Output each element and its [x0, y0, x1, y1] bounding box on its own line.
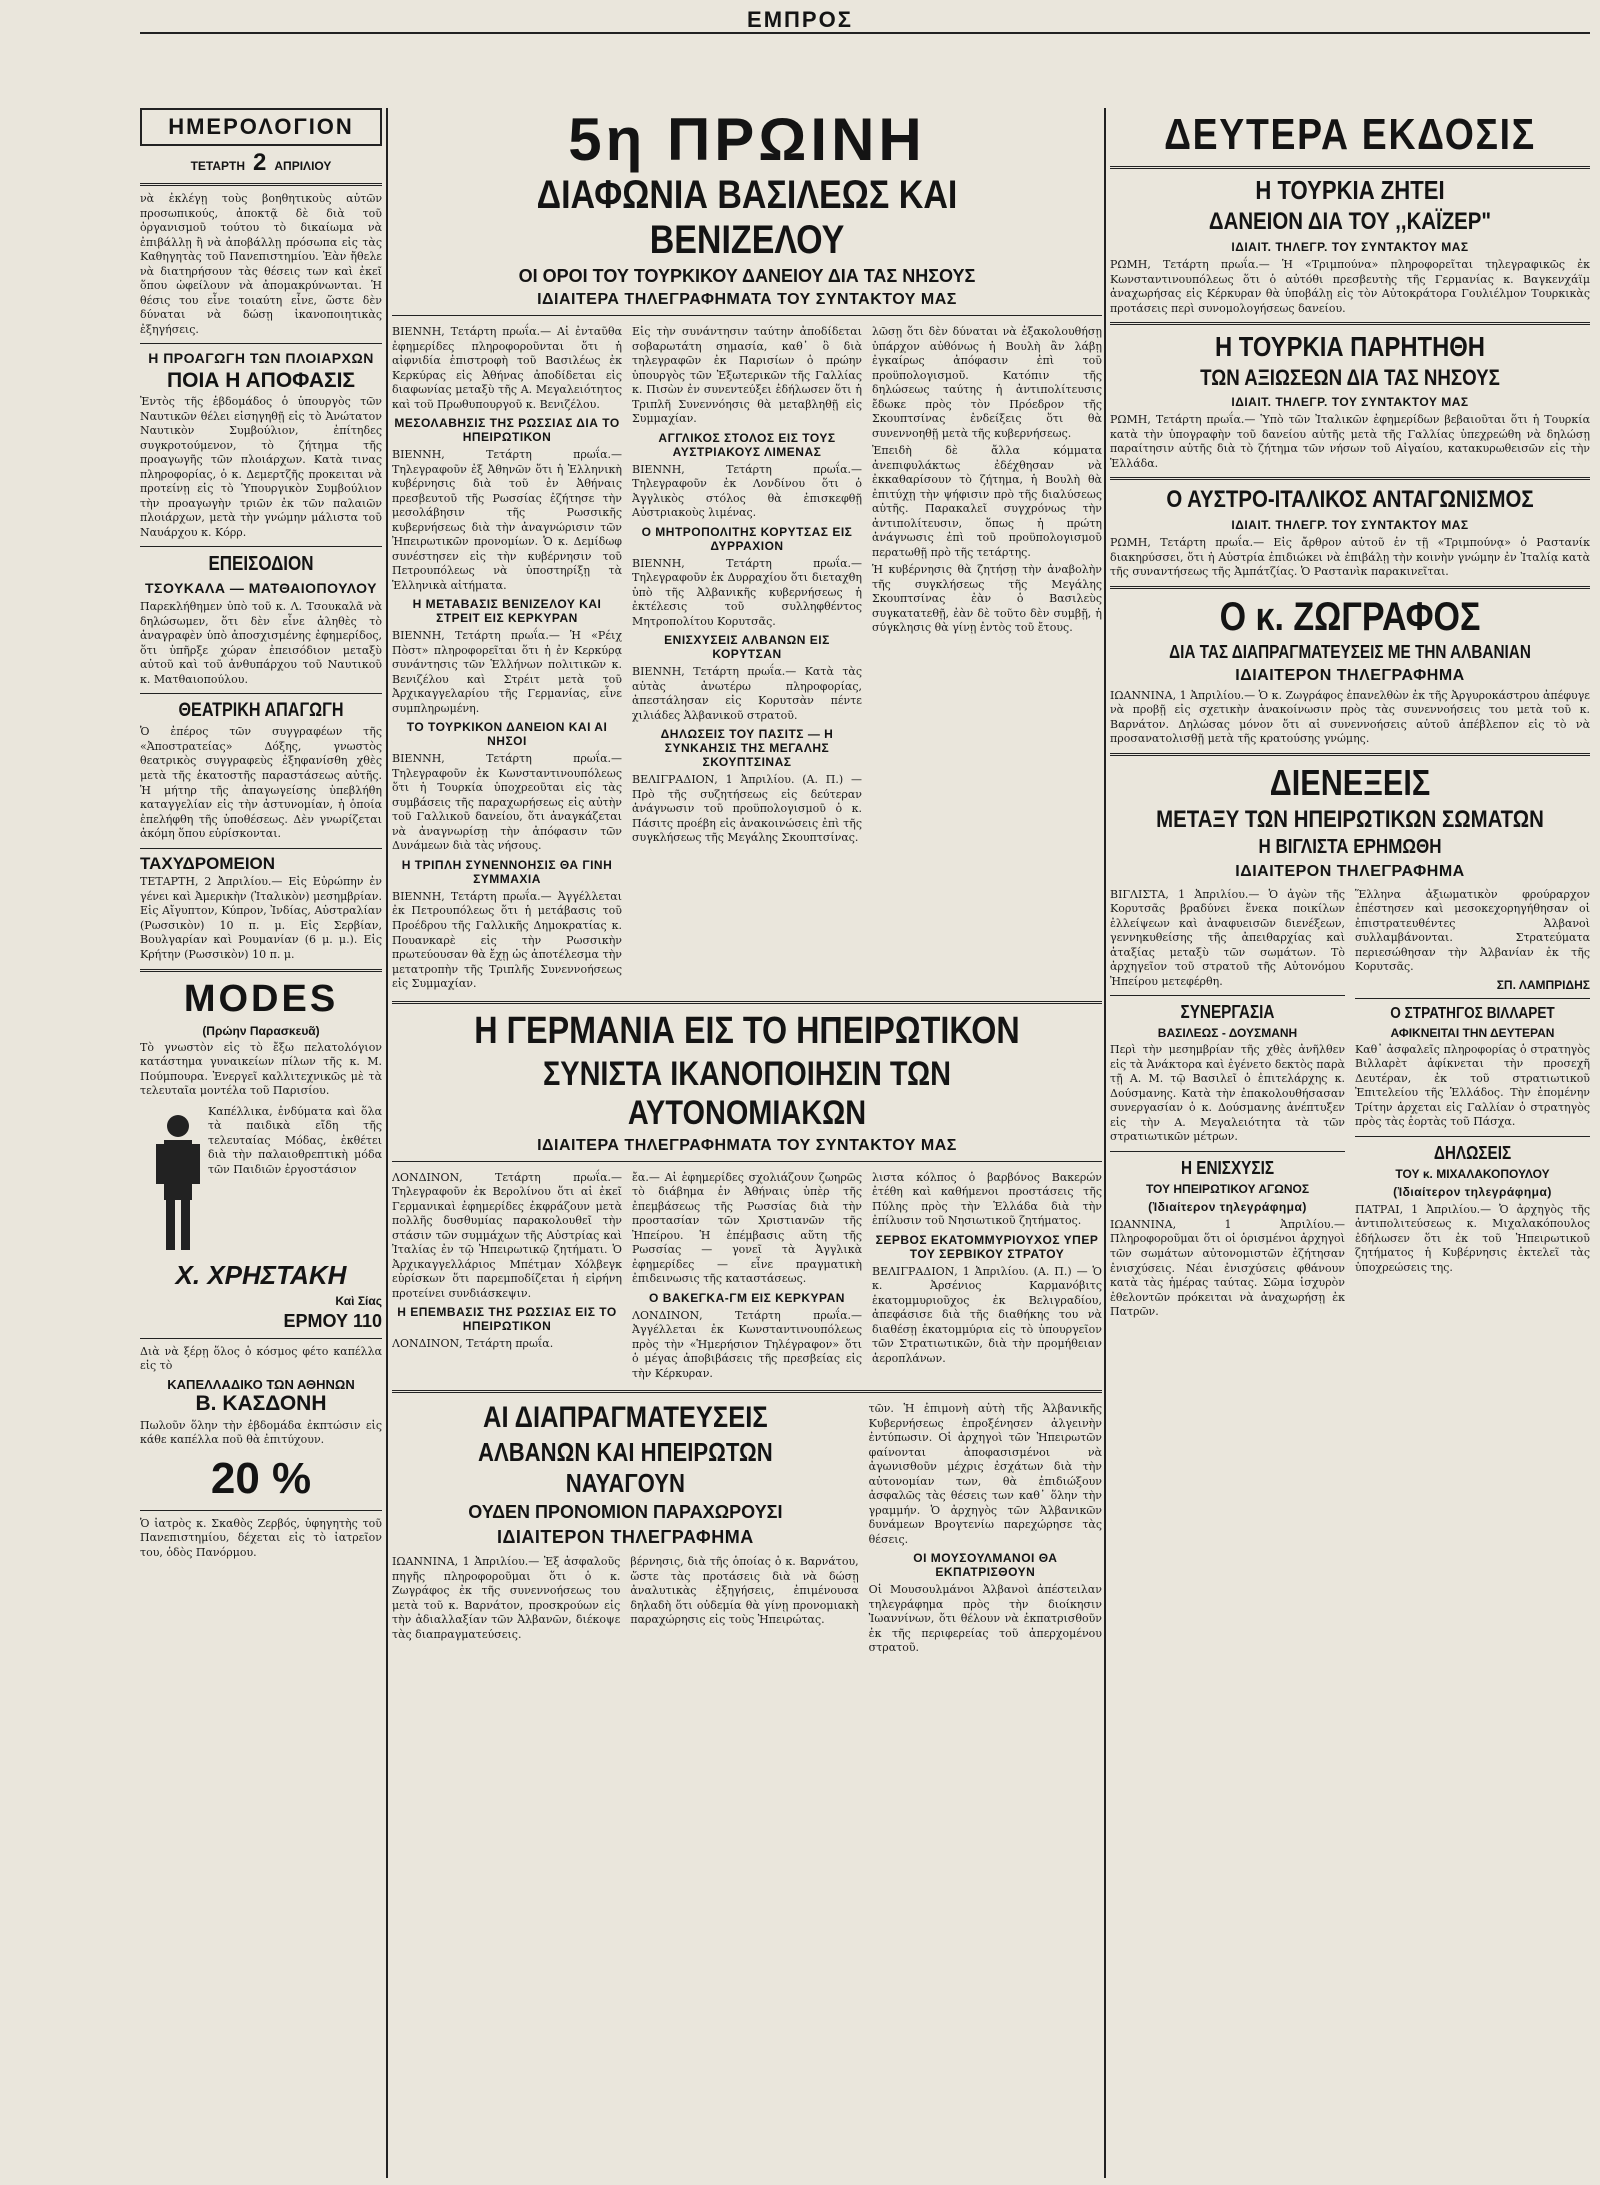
ad-text: Πωλοῦν ὅλην τὴν ἐβδομάδα ἐκπτώσιν εἰς κάθε καπέλλα ποῦ θὰ ἐπιτύχουν. [140, 1418, 382, 1447]
article-text: ΙΩΑΝΝΙΝΑ, 1 Ἀπριλίου.— Ἐξ ἀσφαλοῦς πηγῆς πληροφοροῦμαι ὅτι ὁ κ. Ζωγράφος ἐκ τῆς συνεννοήσεως του μετὰ τοῦ κ. Βαρνάτον, προσκρούων εἰς τὴν ἀδιαλλαξίαν τῶν Ἀλβανῶν, διέκοψε τὰς διαπραγματεύσεις. [392, 1555, 621, 1641]
article-column [1110, 885, 1345, 1323]
telegram-label: ΙΔΙΑΙΤ. ΤΗΛΕΓΡ. ΤΟΥ ΣΥΝΤΑΚΤΟΥ ΜΑΣ [1231, 395, 1469, 410]
article-text: Ὁ ἐπέρος τῶν συγγραφέων τῆς «Ἀποστρατείας» Δόξης, γνωστὸς θεατρικὸς συγγραφεὺς ἐξηφανίσθη χθὲς μετὰ τῆς ἑκατοστῆς παραστάσεως αὐτῆς. Ἡ μήτηρ τῆς ἀπαγωγείσης ὑπεβλήθη καταγγελίαν εἰς τὴν ἀστυνομίαν, ἡ ὁποία ἐπελήφθη τῆς ὑποθέσεως. Δὲν γνωρίζεται ἀκόμη ὅπου εὑρίσκονται. [140, 725, 382, 841]
section-headline: Η ΤΟΥΡΚΙΑ ΖΗΤΕΙ [1255, 175, 1445, 205]
article-text: ΒΕΛΙΓΡΑΔΙΟΝ, 1 Ἀπριλίου. (Α. Π.) — Πρὸ τῆς συζητήσεως εἰς δεύτεραν ἀνάγνωσιν τοῦ προϋπολογισμοῦ ὁ κ. Πάσιτς προέβη εἰς ἀνακοινώσεις ἐπὶ τῆς συγκλήσεως τῆς Μεγάλης Σκουπτσίνας. [632, 773, 862, 845]
divider [1110, 322, 1590, 325]
section-subhead: Η ΒΙΓΛΙΣΤΑ ΕΡΗΜΩΘΗ [1258, 835, 1442, 858]
discount-percentage: 20 % [210, 1453, 312, 1503]
article-text: ΡΩΜΗ, Τετάρτη πρωΐα.— Ἡ «Τριμπούνα» πληροφορεῖται τηλεγραφικῶς ἐκ Κωνσταντινουπόλεως ὅτι ὁ αὐτόθι πρεσβευτὴς τῆς Γερμανίας κ. Βαγκενχάϊμ ἀναχωρήσας εἰς Κέρκυραν θὰ ὑποβάλῃ εἰς τὸν Αὐτοκράτορα Γουλιέλμον Τουρκικὰς προτάσεις περὶ συνομολογήσεως δανείου. [1110, 258, 1590, 315]
ad-name: Χ. ΧΡΗΣΤΑΚΗ [175, 1259, 347, 1290]
section-subheadline: ΜΕΤΑΞΥ ΤΩΝ ΗΠΕΙΡΩΤΙΚΩΝ ΣΩΜΑΤΩΝ [1156, 805, 1544, 833]
article-column [392, 1168, 622, 1385]
section-subhead: ΤΣΟΥΚΑΛΑ — ΜΑΤΘΑΙΟΠΟΥΛΟΥ [144, 580, 378, 597]
article-text: Καθ᾽ ἀσφαλεῖς πληροφορίας ὁ στρατηγὸς Βιλλαρὲτ ἀφίκνεται τὴν προσεχῆ Δευτέραν, ἐκ τοῦ στρατιωτικοῦ Ἐπιτελείου τῆς Ἑλλάδος. Τὴν ἐπομένην Τρίτην ἀρχεται εἰς Γαλλίαν ὁ στρατηγὸς πρὸς τὰς ἑορτὰς τοῦ Πάσχα. [1355, 1042, 1590, 1129]
column-divider [1104, 108, 1106, 2178]
article-text: Ἡ κυβέρνησις θὰ ζητήσῃ τὴν ἀναβολὴν τῆς συγκλήσεως τῆς Μεγάλης Σκουπτσίνας ἐὰν ὁ Βασιλεὺς συγκατατεθῇ, ἐὰν δὲ τοῦτο δὲν συμβῇ, ἡ σύγκλησις θὰ γίνῃ ἐντὸς τοῦ ἔτους. [872, 563, 1102, 635]
right-column [1110, 108, 1590, 2178]
article-head: Η ΕΠΕΜΒΑΣΙΣ ΤΗΣ ΡΩΣΣΙΑΣ ΕΙΣ ΤΟ ΗΠΕΙΡΩΤΙΚΟΝ [397, 1305, 617, 1334]
child-figure-illustration [148, 1106, 208, 1256]
article-text: ΒΕΛΙΓΡΑΔΙΟΝ, 1 Ἀπριλίου. (Α. Π.) — Ὁ κ. Ἀρσένιος Καρμανόβιτς ἑκατομμυριοῦχος ἐκ Βελιγραδίου, ἀπεφάσισε διὰ τῆς διαθήκης του νὰ διαθέσῃ ἑκατομμύρια εἰς τὸ ὑπουργεῖον τῶν Στρατιωτικῶν, διὰ τὴν προμήθειαν ἀεροπλάνων. [872, 1264, 1102, 1365]
divider [1110, 166, 1590, 169]
section-subheadline: ΤΩΝ ΑΞΙΩΣΕΩΝ ΔΙΑ ΤΑΣ ΝΗΣΟΥΣ [1200, 365, 1500, 391]
article-text: ΛΟΝΔΙΝΟΝ, Τετάρτη πρωΐα. [392, 1337, 554, 1351]
ad-address: ΕΡΜΟΥ 110 [283, 1310, 382, 1331]
article-column [632, 322, 862, 995]
divider [140, 1338, 382, 1339]
ad-subtitle: (Πρώην Παρασκευᾶ) [202, 1023, 320, 1038]
ad-title: ΚΑΠΕΛΛΑΔΙΚΟ ΤΩΝ ΑΘΗΝΩΝ [167, 1376, 355, 1392]
section-headline: Η ΓΕΡΜΑΝΙΑ ΕΙΣ ΤΟ ΗΠΕΙΡΩΤΙΚΟΝ [474, 1009, 1020, 1052]
article-head: Ο ΒΑΚΕΓΚΑ-ΓΜ ΕΙΣ ΚΕΡΚΥΡΑΝ [649, 1290, 845, 1305]
section-subhead: ΑΦΙΚΝΕΙΤΑΙ ΤΗΝ ΔΕΥΤΕΡΑΝ [1390, 1025, 1555, 1040]
section-headline: Ο ΑΥΣΤΡΟ-ΙΤΑΛΙΚΟΣ ΑΝΤΑΓΩΝΙΣΜΟΣ [1166, 486, 1534, 514]
divider [140, 969, 382, 972]
telegram-label: ΙΔΙΑΙΤ. ΤΗΛΕΓΡ. ΤΟΥ ΣΥΝΤΑΚΤΟΥ ΜΑΣ [1231, 240, 1469, 254]
article-text: τῶν. Ἡ ἐπιμονὴ αὐτὴ τῆς Ἀλβανικῆς Κυβερνήσεως ἐπροξένησεν ἀλγεινὴν ἐντύπωσιν. Οἱ ἀρχηγοὶ τῶν Ἠπειρωτῶν φαίνονται ἀποφασισμένοι νὰ ἀγωνισθοῦν μέχρις ἐσχάτων διὰ τὴν αὐτονομίαν των, θὰ ἐπιδιώξουν ἀσφαλῶς τὰς θέσεις των καθ᾽ ὅλην τὴν γραμμήν. Ὁ ἀρχηγὸς τῶν Ἀλβανικῶν δυνάμεων Βρογτενίω παρεχώρησε τὰς θέσεις. [868, 1402, 1102, 1546]
article-text: ΙΩΑΝΝΙΝΑ, 1 Ἀπριλίου.— Ὁ κ. Ζωγράφος ἐπανελθὼν ἐκ τῆς Ἀργυροκάστρου ἀπέφυγε νὰ προβῇ εἰς σχετικὴν ἀνακοίνωσιν πρὸς τὰς συνεννοήσεις του μετὰ τοῦ κ. Βαρνάτον. Δηλώσας μόνον ὅτι αἱ συνεννοήσεις αὐτοῦ ἀπέβλεπον εἰς τὸ νὰ προσανατολισθῇ μετὰ τῆς κρατούσης γνώμης. [1110, 688, 1590, 746]
ad-block [140, 1102, 382, 1260]
ad-name: Β. ΚΑΣΔΟΝΗ [195, 1391, 327, 1415]
calendar-title: ΗΜΕΡΟΛΟΓΙΟΝ [140, 108, 382, 146]
article-column [630, 1552, 858, 1645]
left-column [140, 108, 382, 2178]
article-head: ΟΙ ΜΟΥΣΟΥΛΜΑΝΟΙ ΘΑ ΕΚΠΑΤΡΙΣΘΟΥΝ [913, 1551, 1058, 1580]
section-headline: Ο κ. ΖΩΓΡΑΦΟΣ [1219, 594, 1481, 639]
telegram-label: (Ἰδιαίτερον τηλεγράφημα) [1148, 1199, 1307, 1214]
section-headline: Ο ΣΤΡΑΤΗΓΟΣ ΒΙΛΛΑΡΕΤ [1390, 1004, 1555, 1022]
article-columns [392, 1552, 859, 1645]
article-text: ΒΙΕΝΝΗ, Τετάρτη πρωΐα.— Ἡ «Ρέιχ Πὸστ» πληροφορεῖται ὅτι ἡ ἐν Κερκύρᾳ συνάντησις τῶν Ἑλλήνων πολιτικῶν κ. Βενιζέλου καὶ Στρέιτ μετὰ τοῦ Ἀρχικαγγελαρίου τῆς Γερμανίας, εἶνε συμπληρωμένη. [392, 629, 622, 715]
main-headline: ΔΙΑΦΩΝΙΑ ΒΑΣΙΛΕΩΣ ΚΑΙ ΒΕΝΙΖΕΛΟΥ [536, 173, 958, 262]
article-text: Περὶ τὴν μεσημβρίαν τῆς χθὲς ἀνῆλθεν εἰς τὰ Ἀνάκτορα καὶ ἐγένετο δεκτὸς παρὰ τῇ Α. Μ. τῷ Βασιλεῖ ὁ ἐπιτελάρχης κ. Δούσμανης. Κατὰ τὴν ἐπακολουθήσασαν συνεργασίαν ὁ κ. Δούσμανης ἀνέπτυξεν εἰς τὴν Α. Μεγαλειότητα τὰ τῶν στρατιωτικῶν μέτρων. [1110, 1043, 1345, 1144]
article-head: ΑΓΓΛΙΚΟΣ ΣΤΟΛΟΣ ΕΙΣ ΤΟΥΣ ΑΥΣΤΡΙΑΚΟΥΣ ΛΙΜΕΝΑΣ [658, 430, 836, 459]
divider [392, 1390, 1102, 1393]
article-head: Ο ΜΗΤΡΟΠΟΛΙΤΗΣ ΚΟΡΥΤΣΑΣ ΕΙΣ ΔΥΡΡΑΧΙΟΝ [641, 524, 853, 553]
article-text: Ἐπειδὴ δὲ ἄλλα κόμματα ἀνεπιφυλάκτως ἐδέχθησαν νὰ ἐκκαθαρίσουν τὸ ζήτημα, ἡ Βουλὴ θὰ ἐπιτύχῃ τὴν ψήφισιν πρὸ τῆς διαλύσεως αὐτῆς. Παρακαλεῖ συγχρόνως τὴν ἀντιπολίτευσιν, ὅπως ἡ πρώτη ἀνάγνωσις ἐπὶ τοῦ προϋπολογισμοῦ περατωθῇ πρὸ τῆς τετάρτης. [872, 444, 1102, 559]
section-subhead: ΒΑΣΙΛΕΩΣ - ΔΟΥΣΜΑΝΗ [1157, 1026, 1298, 1041]
section-subheadline: ΣΥΝΙΣΤΑ ΙΚΑΝΟΠΟΙΗΣΙΝ ΤΩΝ ΑΥΤΟΝΟΜΙΑΚΩΝ [542, 1054, 952, 1132]
article-columns [1110, 885, 1590, 1323]
telegram-label: ΙΔΙΑΙΤΕΡΑ ΤΗΛΕΓΡΑΦΗΜΑΤΑ ΤΟΥ ΣΥΝΤΑΚΤΟΥ ΜΑΣ [537, 291, 957, 308]
section-headline: ΑΙ ΔΙΑΠΡΑΓΜΑΤΕΥΣΕΙΣ [483, 1401, 768, 1435]
telegram-label: ΙΔΙΑΙΤ. ΤΗΛΕΓΡ. ΤΟΥ ΣΥΝΤΑΚΤΟΥ ΜΑΣ [1231, 518, 1469, 533]
calendar-date [140, 149, 382, 177]
article-text: ΒΙΕΝΝΗ, Τετάρτη πρωΐα.— Κατὰ τὰς αὐτὰς ἀνωτέρω πληροφορίας, ἀπεστάλησαν εἰς Κορυτσὰν πέντε χιλιάδες Ἀλβανικοῦ στρατοῦ. [632, 665, 862, 722]
ad-text: Καπέλλικα, ἐνδύματα καὶ ὅλα τὰ παιδικὰ εἴδη τῆς τελευταίας Μόδας, ἐκθέτει διὰ τὴν παλαιοθρεπτικὴ μόδα τῶν Παιδιῶν ἐργοστάσιον [208, 1104, 382, 1176]
article-text: Ἐντὸς τῆς ἑβδομάδος ὁ ὑπουργὸς τῶν Ναυτικῶν θέλει εἰσηγηθῇ εἰς τὸ Ἀνώτατον Ναυτικὸν Συμβούλιον, ἐπίτηδες συγκροτούμενον, τὸ ζήτημα τῆς προαγωγῆς τῶν πλοιάρχων. Κατὰ τινας πληροφορίας, ὁ κ. Δεμερτζῆς προκειται νὰ προτείνῃ εἰς τὸ Ὑπουργικὸν Συμβούλιον τὴν προαγωγὴν τριῶν ἐκ τῶν παλαιῶν πλοιάρχων, μετὰ τὴν γνώμην μάλιστα τοῦ Ναυάρχου κ. Κόρρ. [140, 395, 382, 539]
telegram-label: ΙΔΙΑΙΤΕΡΟΝ ΤΗΛΕΓΡΑΦΗΜΑ [1235, 862, 1465, 880]
divider [140, 848, 382, 849]
divider [140, 183, 382, 186]
article-text: ΡΩΜΗ, Τετάρτη πρωΐα.— Ὑπὸ τῶν Ἰταλικῶν ἐφημερίδων βεβαιοῦται ὅτι ἡ Τουρκία κατὰ τὴν ὑπογραφὴν τοῦ δανείου αὐτῆς μετὰ τῆς Γαλλίας ὑπεχρεώθη νὰ δηλώσῃ παραίτησιν αὐτῆς διὰ τὸ ζήτημα τῶν νήσων τοῦ Αἰγαίου, κατακυρωθεισῶν εἰς τὴν Ἑλλάδα. [1110, 413, 1590, 470]
byline: ΣΠ. ΛΑΜΠΡΙΔΗΣ [1496, 977, 1590, 992]
article-column [1355, 885, 1590, 1323]
section-headline: ΣΥΝΕΡΓΑΣΙΑ [1180, 1002, 1275, 1023]
section-headline: ΔΙΕΝΕΞΕΙΣ [1269, 761, 1431, 803]
article-text: Εἰς τὴν συνάντησιν ταύτην ἀποδίδεται σοβαρωτάτη σημασία, καθ᾽ ὃ διὰ τηλεγραφῶν ἐκ Παρισίων ὁ πρώην ὑπουργὸς τῶν Ἐξωτερικῶν τῆς Γαλλίας κ. Πισὼν ἐν συνεντεύξει ἐδήλωσεν ὅτι ἡ Τριπλῆ Συνεννόησις θὰ μεταβληθῇ εἰς Συμμαχίαν. [632, 325, 862, 426]
ad-text: Διὰ νὰ ξέρῃ ὅλος ὁ κόσμος φέτο καπέλλα εἰς τὸ [140, 1344, 382, 1373]
divider [140, 546, 382, 547]
telegram-label: (Ἰδιαίτερον τηλεγράφημα) [1393, 1184, 1552, 1199]
masthead-rule [140, 32, 1590, 34]
article-text: ΠΑΤΡΑΙ, 1 Ἀπριλίου.— Ὁ ἀρχηγὸς τῆς ἀντιπολιτεύσεως κ. Μιχαλακόπουλος ἐδήλωσεν ὅτι ἐκ τοῦ Ἠπειρωτικοῦ ζητήματος ἡ Κυβέρνησις ἐκτελεῖ τὰς ὑποχρεώσεις της. [1355, 1202, 1590, 1274]
divider [1110, 586, 1590, 589]
article-column [872, 1168, 1102, 1385]
date-number: 2 [253, 149, 267, 176]
article-text: Ἕλληνα ἀξιωματικὸν φρούραρχον ἐπέστησεν καὶ μεσοκεχορηγήθησαν οἱ ἐπιστρατευθέντες Ἀλβανοὶ συλλαμβάνονται. Στρατεύματα περιεσώθησαν τὴν Ἀλβανίαν ἐκ τῆς Κορυτσᾶς. [1355, 887, 1590, 974]
date-day: ΤΕΤΑΡΤΗ [190, 159, 246, 173]
section-subheadline: ΑΛΒΑΝΩΝ ΚΑΙ ΗΠΕΙΡΩΤΩΝ ΝΑΥΑΓΟΥΝ [478, 1437, 773, 1499]
divider [140, 1510, 382, 1511]
article-text: ΛΟΝΔΙΝΟΝ, Τετάρτη πρωΐα.— Τηλεγραφοῦν ἐκ Βερολίνου ὅτι αἱ ἐκεῖ Γερμανικαὶ ἐφημερίδες ἐκφράζουν μετὰ πολλῆς δυσθυμίας παρακολουθεῖ τὴν στάσιν τῶν συμμάχων τῆς Αὐστρίας καὶ Ἰταλίας ἐν τῷ Ἠπειρωτικῷ ζητήματι. Ὁ Ἀρχικαγγελλάριος Μπέτμαν Χόλβεγκ εὑρίσκων ὅτι παρεμποδίζεται ἡ εἰρήνη προτείνει συνδιάσκεψιν. [392, 1170, 622, 1300]
article-text: Οἱ Μουσουλμάνοι Ἀλβανοὶ ἀπέστειλαν τηλεγράφημα πρὸς τὴν διοίκησιν Ἰωαννίνων, ὅτι θέλουν νὰ ἐκπατρισθοῦν ἐκ τῆς περιφερείας τοῦ ἀπερχομένου στρατοῦ. [868, 1583, 1102, 1655]
calendar-text: νὰ ἐκλέγῃ τοὺς βοηθητικοὺς αὐτῶν προσωπικούς, ἀποκτᾷ δὲ διὰ τοῦ ὀργανισμοῦ τούτου τὸ δικαίωμα νὰ ἐπιβάλλῃ ἢ νὰ ἀποβάλλῃ πρόσωπα εἰς τὰς Καθηγητὰς τοῦ Πανεπιστημίου. Ἐὰν ἤθελε νὰ διατηρήσουν τὰς θέσεις των καὶ ἐκεῖ ὅπου ὠφείλουν νὰ ἀπομακρύνωνται. Ἡ θέσις του εἶνε τοιαύτη εἶνε, ὥστε δὲν δύναται νὰ δώσῃ ἱκανοποιητικὰς ἐξηγήσεις. [140, 192, 382, 336]
article-column [869, 1399, 1102, 1659]
article-text: ΙΩΑΝΝΙΝΑ, 1 Ἀπριλίου.— Πληροφοροῦμαι ὅτι οἱ ὁρισμένοι ἀρχηγοὶ τῶν σωμάτων αὐτονομιστῶν ἐζήτησαν ἐνισχύσεις. Νέαι ἐνισχύσεις φθάνουν κατὰ τὰς ἡμέρας ταύτας. Σῶμα ἰσχυρὸν ἐθελοντῶν πρόκειται νὰ ἀναχωρήσῃ ἐκ Πατρῶν. [1110, 1217, 1345, 1319]
section-subhead: ΤΟΥ ΗΠΕΙΡΩΤΙΚΟΥ ΑΓΩΝΟΣ [1145, 1181, 1310, 1196]
article-text: ΡΩΜΗ, Τετάρτη πρωΐα.— Εἰς ἄρθρον αὐτοῦ ἐν τῇ «Τριμπούνᾳ» ὁ Ραστανίκ διακηρύσσει, ὅτι ἡ Αὐστρία ἐπιδιώκει νὰ ἐπιβάλῃ τὴν κοινὴν γνώμην ἐν Ἰταλίᾳ κατὰ τῆς συναντήσεως τῆς Ἀμπάτζίας. Ὁ Ραστανὶκ παρακινεῖται. [1110, 536, 1590, 579]
article-columns [392, 1168, 1102, 1385]
section-headline: ΔΗΛΩΣΕΙΣ [1433, 1142, 1512, 1163]
article-head: ΤΟ ΤΟΥΡΚΙΚΟΝ ΔΑΝΕΙΟΝ ΚΑΙ ΑΙ ΝΗΣΟΙ [406, 720, 608, 749]
article-head: Η ΤΡΙΠΛΗ ΣΥΝΕΝΝΟΗΣΙΣ ΘΑ ΓΙΝΗ ΣΥΜΜΑΧΙΑ [401, 857, 613, 886]
ad-company: Καὶ Σίας [335, 1293, 382, 1308]
article-text: ἔα.— Αἱ ἐφημερίδες σχολιάζουν ζωηρῶς τὸ διάβημα ἐν Ἀθήναις ὑπὲρ τῆς ἐπεμβάσεως τῆς Ρωσσίας διὰ τὴν προστασίαν τῶν Χριστιανῶν τῆς Ἠπείρου. Ἡ ἐπέμβασις αὕτη τῆς Ρωσσίας — γονεῖ τὰ Ἀγγλικὰ ἐφημερίδες — εἶνε πραγματικὴ ἐπιδεινωσις τῆς καταστάσεως. [632, 1170, 862, 1286]
divider [1110, 477, 1590, 480]
article-column [392, 322, 622, 995]
article-head: ΕΝΙΣΧΥΣΕΙΣ ΑΛΒΑΝΩΝ ΕΙΣ ΚΟΡΥΤΣΑΝ [664, 633, 830, 662]
ad-text: Τὸ γνωστὸν εἰς τὸ ἔξω πελατολόγιον κατάστημα γυναικείων πίλων τῆς κ. Μ. Πούμπουρα. Ἐνεργεῖ καλλιτεχνικῶς μὲ τὰ τελευταῖα μοντέλα τοῦ Παρισίου. [140, 1040, 382, 1098]
section-label: Η ΠΡΟΑΓΩΓΗ ΤΩΝ ΠΛΟΙΑΡΧΩΝ [148, 350, 374, 367]
article-head: ΜΕΣΟΛΑΒΗΣΙΣ ΤΗΣ ΡΩΣΣΙΑΣ ΔΙΑ ΤΟ ΗΠΕΙΡΩΤΙΚΟΝ [394, 416, 620, 445]
section-subheadline: ΔΙΑ ΤΑΣ ΔΙΑΠΡΑΓΜΑΤΕΥΣΕΙΣ ΜΕ ΤΗΝ ΑΛΒΑΝΙΑΝ [1169, 641, 1531, 662]
article-column [632, 1168, 862, 1385]
article-text: Παρεκλήθημεν ὑπὸ τοῦ κ. Λ. Τσουκαλᾶ νὰ δηλώσωμεν, ὅτι δὲν εἶνε ἀληθὲς τὸ ἀναγραφὲν ὑπὸ ἀποσχισμένης ἐφημερίδος, ὅτι ὑπῆρξε χώραν ἐπεισόδιον μεταξὺ αὐτοῦ καὶ τοῦ ἀνθυπάρχου τοῦ Ναυτικοῦ κ. Ματθαιοπούλου. [140, 600, 382, 686]
ad-text: Ὁ ἰατρὸς κ. Σκαθὸς Ζερβός, ὑφηγητὴς τοῦ Πανεπιστημίου, δέχεται εἰς τὸ ἰατρεῖον του, ὁδὸς Πανόρμου. [140, 1516, 382, 1559]
article-text: ΒΙΓΛΙΣΤΑ, 1 Ἀπριλίου.— Ὁ ἀγὼν τῆς Κορυτσᾶς βραδύνει ἕνεκα ποικίλων ἐλλείψεων καὶ ἀναφυεισῶν διενέξεων, γεννηκυθείσης τῆς ἀπειθαρχίας καὶ ἀταξίας μεταξὺ τῶν σωμάτων. Τὸ ἀρχηγεῖον τοῦ στρατοῦ τῆς Αὐτονόμου Ἠπείρου μετεφέρθη. [1110, 887, 1345, 988]
section-headline: ΠΟΙΑ Η ΑΠΟΦΑΣΙΣ [166, 369, 356, 393]
divider [140, 343, 382, 344]
article-head: ΔΗΛΩΣΕΙΣ ΤΟΥ ΠΑΣΙΤΣ — Η ΣΥΝΚΑΗΣΙΣ ΤΗΣ ΜΕΓΑΛΗΣ ΣΚΟΥΠΤΣΙΝΑΣ [660, 727, 834, 770]
divider [140, 693, 382, 694]
article-head: Η ΜΕΤΑΒΑΣΙΣ ΒΕΝΙΖΕΛΟΥ ΚΑΙ ΣΤΡΕΙΤ ΕΙΣ ΚΕΡΚΥΡΑΝ [412, 597, 602, 626]
section-headline: Η ΕΝΙΣΧΥΣΙΣ [1180, 1157, 1275, 1178]
section-headline: Η ΤΟΥΡΚΙΑ ΠΑΡΗΤΗΘΗ [1215, 331, 1485, 363]
section-subhead: ΤΟΥ κ. ΜΙΧΑΛΑΚΟΠΟΥΛΟΥ [1395, 1166, 1550, 1181]
article-column [872, 322, 1102, 995]
divider [392, 1161, 1102, 1162]
second-edition-title: ΔΕΥΤΕΡΑ ΕΚΔΟΣΙΣ [1164, 110, 1536, 159]
article-column [392, 1552, 620, 1645]
column-divider [386, 108, 388, 2178]
telegram-label: ΙΔΙΑΙΤΕΡΑ ΤΗΛΕΓΡΑΦΗΜΑΤΑ ΤΟΥ ΣΥΝΤΑΚΤΟΥ ΜΑΣ [537, 1136, 957, 1154]
bottom-section [392, 1399, 1102, 1659]
divider [392, 315, 1102, 316]
section-subhead: ΟΥΔΕΝ ΠΡΟΝΟΜΙΟΝ ΠΑΡΑΧΩΡΟΥΣΙ [468, 1502, 783, 1523]
telegram-label: ΙΔΙΑΙΤΕΡΟΝ ΤΗΛΕΓΡΑΦΗΜΑ [496, 1527, 754, 1548]
telegram-label: ΙΔΙΑΙΤΕΡΟΝ ΤΗΛΕΓΡΑΦΗΜΑ [1235, 666, 1465, 684]
divider [1110, 1151, 1345, 1152]
article-text: ΤΕΤΑΡΤΗ, 2 Ἀπριλίου.— Εἰς Εὐρώπην ἐν γένει καὶ Ἀμερικὴν (Ἰταλικὸν) μεσημβρίαν. Εἰς Αἴγυπτον, Κύπρον, Ἰνδίας, Αὐστραλίαν (Ρωσσικὸν) 10 π. μ. Εἰς Σερβίαν, Βουλγαρίαν καὶ Ρουμανίαν (6 μ. μ.). Εἰς Κρήτην (Ρωσσικὸν) 10 π. μ. [140, 875, 382, 961]
article-text: ΒΙΕΝΝΗ, Τετάρτη πρωΐα.— Τηλεγραφοῦν ἐκ Λονδίνου ὅτι ὁ Ἀγγλικὸς στόλος θὰ ἐπισκεφθῇ Αὐστριακοὺς λιμένας. [632, 462, 862, 520]
section-headline: ΘΕΑΤΡΙΚΗ ΑΠΑΓΩΓΗ [178, 700, 344, 722]
ad-title: MODES [183, 977, 339, 1020]
date-month: ΑΠΡΙΛΙΟΥ [274, 159, 332, 173]
article-text: ΒΙΕΝΝΗ, Τετάρτη πρωΐα.— Τηλεγραφοῦν ἐξ Ἀθηνῶν ὅτι ἡ Ἑλληνικὴ κυβέρνησις διὰ τοῦ ἐν Ἀθήναις πρεσβευτοῦ τῆς Ρωσσίας ἐζήτησε τὴν μεσολάβησιν τῆς Ρωσσικῆς κυβερνήσεως διὰ τὴν ἀναγνώρισιν τῶν Ἠπειρωτικῶν προνομίων. Ὁ κ. Δεμίδωφ συνέστησεν εἰς τὴν κυβέρνησιν τοῦ Πετρουπόλεως νὰ ὑποστηρίξῃ τὰ Ἑλληνικὰ αἰτήματα. [392, 448, 622, 592]
article-text: ΒΙΕΝΝΗ, Τετάρτη πρωΐα.— Τηλεγραφοῦν ἐκ Κωνσταντινουπόλεως ὅτι ἡ Τουρκία ὑποχρεοῦται εἰς τὰς συμβάσεις τῆς παραχωρήσεως εἰς αὐτὴν τοῦ Γαλλικοῦ δανείου, ὅτι ἀναγκάζεται νὰ ἀναγνωρίσῃ τὴν ἀπόφασιν τῶν Δυνάμεων διὰ τὰς νήσους. [392, 752, 622, 853]
article-columns [392, 322, 1102, 995]
divider [1355, 1136, 1590, 1137]
article-text: ΒΙΕΝΝΗ, Τετάρτη πρωΐα.— Αἱ ἐνταῦθα ἐφημερίδες πληροφοροῦνται ὅτι ἡ αἰφνιδία ἐπιστροφὴ τοῦ Βασιλέως ἐκ Κερκύρας εἰς Ἀθήνας ἀποδίδεται εἰς διαφωνίας μεταξὺ τῆς Α. Μεγαλειότητος καὶ τοῦ Πρωθυπουργοῦ κ. Βενιζέλου. [392, 325, 622, 411]
negotiations-article [392, 1399, 859, 1659]
article-head: ΣΕΡΒΟΣ ΕΚΑΤΟΜΜΥΡΙΟΥΧΟΣ ΥΠΕΡ ΤΟΥ ΣΕΡΒΙΚΟΥ ΣΤΡΑΤΟΥ [875, 1232, 1099, 1261]
article-text: βέρνησις, διὰ τῆς ὁποίας ὁ κ. Βαρνάτου, ὥστε τὰς προτάσεις διὰ νὰ δώσῃ ἀναλυτικὰς ἐξηγήσεις, ἐπιμένουσα δηλαδὴ ὅτι οὐδεμία θὰ γίνῃ προνομιακὴ παραχώρησις εἰς τοὺς Ἠπειρώτας. [630, 1555, 859, 1627]
divider [1110, 753, 1590, 756]
section-subheadline: ΔΑΝΕΙΟΝ ΔΙΑ ΤΟΥ ,,ΚΑΪΖΕΡ" [1208, 208, 1492, 235]
center-column [392, 108, 1102, 2178]
masthead: ΕΜΠΡΟΣ [747, 7, 853, 32]
article-text: ΒΙΕΝΝΗ, Τετάρτη πρωΐα.— Ἀγγέλλεται ἐκ Πετρουπόλεως ὅτι ἡ μετάβασις τοῦ Προέδρου τῆς Γαλλικῆς Δημοκρατίας κ. Πουανκαρὲ εἰς τὴν Ρωσσικὴν πρωτεύουσαν θὰ ἔχῃ ὡς ἀποτέλεσμα τὴν μετατροπὴν τῆς Τριπλῆς Συνεννοήσεως εἰς Συμμαχίαν. [392, 889, 622, 991]
article-text: λῶσῃ ὅτι δὲν δύναται νὰ ἐξακολουθήσῃ ὑπάρχον αὐθόνως ἡ Βουλὴ ἂν λάβῃ ἐγκαίρως ἀπόφασιν ἐπὶ τοῦ προϋπολογισμοῦ. Κατόπιν τῆς δηλώσεως ταύτης ἡ ἀντιπολίτευσις ἔδωκε πρὸς τὸν Πρόεδρον τῆς Σκουπτσίνας ἐνδείξεις ὅτι θὰ συνεννοηθῇ μετὰ τῆς κυβερνήσεως. [872, 325, 1102, 440]
edition-title: 5η ΠΡΩΙΝΗ [568, 108, 926, 173]
article-text: ΛΟΝΔΙΝΟΝ, Τετάρτη πρωΐα.— Ἀγγέλλεται ἐκ Κωνσταντινουπόλεως πρὸς τὴν «Ἡμερήσιον Τηλέγραφον» ὅτι ὁ μέγας ἀποβιβάσεις τῆς πρεσβείας εἰς τὴν Κέρκυραν. [632, 1308, 862, 1380]
divider [392, 1001, 1102, 1004]
section-headline: ΤΑΧΥΔΡΟΜΕΙΟΝ [140, 853, 276, 873]
divider [1110, 995, 1345, 996]
article-text: λιστα κόλπος ὁ βαρβόνος Βακερών ἐτέθη καὶ καθήμενοι προστάσεις τῆς Πύλης πρὸς τὴν Ἑλλάδα διὰ τὴν ἐπίλυσιν τοῦ Νησιωτικοῦ ζητήματος. [872, 1170, 1102, 1228]
article-text: ΒΙΕΝΝΗ, Τετάρτη πρωΐα.— Τηλεγραφοῦν ἐκ Δυρραχίου ὅτι διεταχθη ὑπὸ τῆς Ἀλβανικῆς κυβερνήσεως ἡ ἐκτέλεσις τοῦ συλληφθέντος Μητροπολίτου Κορυτσᾶς. [632, 556, 862, 628]
divider [1355, 998, 1590, 999]
section-headline: ΕΠΕΙΣΟΔΙΟΝ [208, 553, 314, 576]
main-subheadline: ΟΙ ΟΡΟΙ ΤΟΥ ΤΟΥΡΚΙΚΟΥ ΔΑΝΕΙΟΥ ΔΙΑ ΤΑΣ ΝΗΣΟΥΣ [518, 266, 976, 286]
